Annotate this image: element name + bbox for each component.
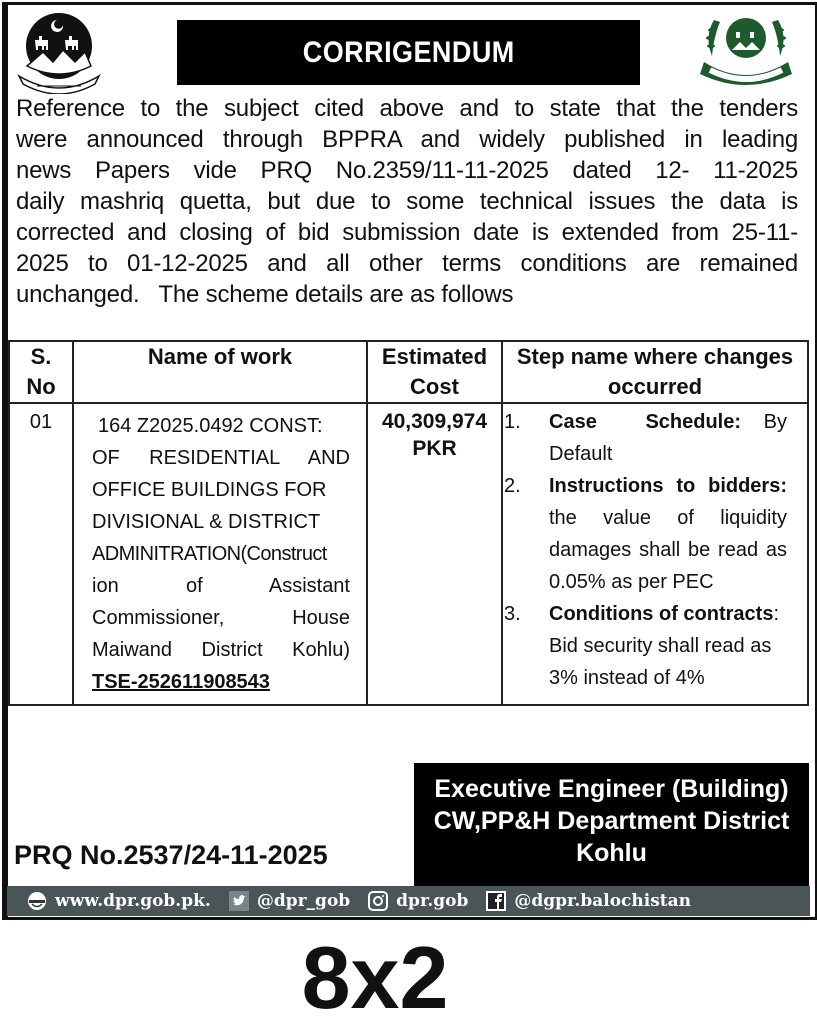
cost-currency: PKR <box>412 437 457 460</box>
tse-number: TSE-252611908543 <box>92 671 270 693</box>
footer-website[interactable] <box>27 891 211 911</box>
cost-amount: 40,309,974 <box>381 410 488 433</box>
instagram-handle[interactable]: dpr.gob <box>396 891 469 911</box>
intro-line: unchanged. The scheme details are as follows <box>16 281 514 308</box>
header-step-line1: Step name where changes <box>516 344 794 369</box>
intro-line: 2025 to 01-12-2025 and all other terms conditions are remained <box>16 250 798 277</box>
prq-number: PRQ No.2537/24-11-2025 <box>14 840 328 870</box>
step-title-line <box>549 470 787 502</box>
step-text: 0.05% as per PEC <box>549 571 714 593</box>
intro-line: corrected and closing of bid submission date is extended from 25-11- <box>16 219 798 246</box>
step-number: 3. <box>504 603 521 625</box>
header-cost-line1: Estimated <box>381 344 488 369</box>
cell-step-changes <box>502 403 808 705</box>
header-name-of-work <box>73 341 367 403</box>
step-title-line <box>549 598 787 630</box>
step-text: 3% instead of 4% <box>549 667 705 689</box>
header-step-line2: occurred <box>607 374 703 399</box>
website-link[interactable]: www.dpr.gob.pk. <box>55 891 211 911</box>
header-name-text: Name of work <box>147 344 293 369</box>
step-text: Bid security shall read as <box>549 635 772 657</box>
header-sno <box>9 341 73 403</box>
work-line: OF RESIDENTIAL AND <box>92 447 350 469</box>
step-item <box>503 598 787 694</box>
step-title: Case Schedule: <box>549 411 742 433</box>
header-step-name <box>502 341 808 403</box>
step-title: Conditions of contracts <box>549 603 774 625</box>
step-text: By <box>763 411 787 433</box>
intro-line: Reference to the subject cited above and to state that the tenders <box>16 95 798 122</box>
cell-estimated-cost <box>367 403 502 705</box>
table-header-row <box>9 341 808 403</box>
work-line: 164 Z2025.0492 CONST: <box>98 415 323 437</box>
step-text: Default <box>549 443 613 465</box>
cell-sno <box>9 403 73 705</box>
facebook-handle[interactable]: @dgpr.balochistan <box>514 891 692 911</box>
balochistan-emblem-icon <box>13 8 105 94</box>
work-line: ADMINITRATION(Construct <box>92 543 327 565</box>
title-banner <box>177 20 640 85</box>
footer-bar <box>7 886 810 916</box>
header-sno-line1: S. <box>30 344 52 369</box>
dgpr-emblem-icon <box>690 8 802 92</box>
work-line: DIVISIONAL & DISTRICT <box>92 511 321 533</box>
footer-twitter[interactable] <box>229 891 350 911</box>
intro-line: daily mashriq quetta, but due to some technical issues the data is <box>16 188 798 215</box>
work-line: Commissioner, House <box>92 607 350 629</box>
header-cost-line2: Cost <box>410 374 459 399</box>
work-line: Maiwand District Kohlu) <box>92 639 350 661</box>
step-number: 1. <box>504 411 521 433</box>
sno-value: 01 <box>29 411 53 433</box>
step-text: the value of liquidity <box>549 507 787 529</box>
step-item <box>503 406 787 470</box>
table-row <box>9 403 808 705</box>
intro-line: were announced through BPPRA and widely published in leading <box>16 126 798 153</box>
step-item <box>503 470 787 598</box>
step-number: 2. <box>504 475 521 497</box>
work-line: ion of Assistant <box>92 575 350 597</box>
twitter-handle[interactable]: @dpr_gob <box>256 891 351 911</box>
step-title-suffix: : <box>773 603 780 625</box>
cell-name-of-work <box>73 403 367 705</box>
signature-line: Executive Engineer (Building) <box>434 775 789 803</box>
signature-block <box>414 763 809 886</box>
intro-line: news Papers vide PRQ No.2359/11-11-2025 dated 12- 11-2025 <box>16 157 798 184</box>
globe-icon <box>27 891 47 911</box>
step-title: Instructions to bidders: <box>549 475 787 497</box>
facebook-icon <box>486 891 506 911</box>
signature-line: CW,PP&H Department District <box>433 807 790 835</box>
header-estimated-cost <box>367 341 502 403</box>
footer-instagram[interactable] <box>368 891 468 911</box>
signature-line: Kohlu <box>576 839 647 867</box>
scheme-table <box>8 340 809 706</box>
twitter-icon <box>229 891 249 911</box>
footer-facebook[interactable] <box>486 891 691 911</box>
instagram-icon <box>368 891 388 911</box>
step-text: damages shall be read as <box>549 539 787 561</box>
page-title: CORRIGENDUM <box>302 35 515 69</box>
intro-paragraph <box>16 93 798 310</box>
step-title-line <box>549 406 787 438</box>
ad-size-label: 8x2 <box>301 928 449 1027</box>
header-sno-line2: No <box>26 374 56 399</box>
work-line: OFFICE BUILDINGS FOR <box>92 479 327 501</box>
